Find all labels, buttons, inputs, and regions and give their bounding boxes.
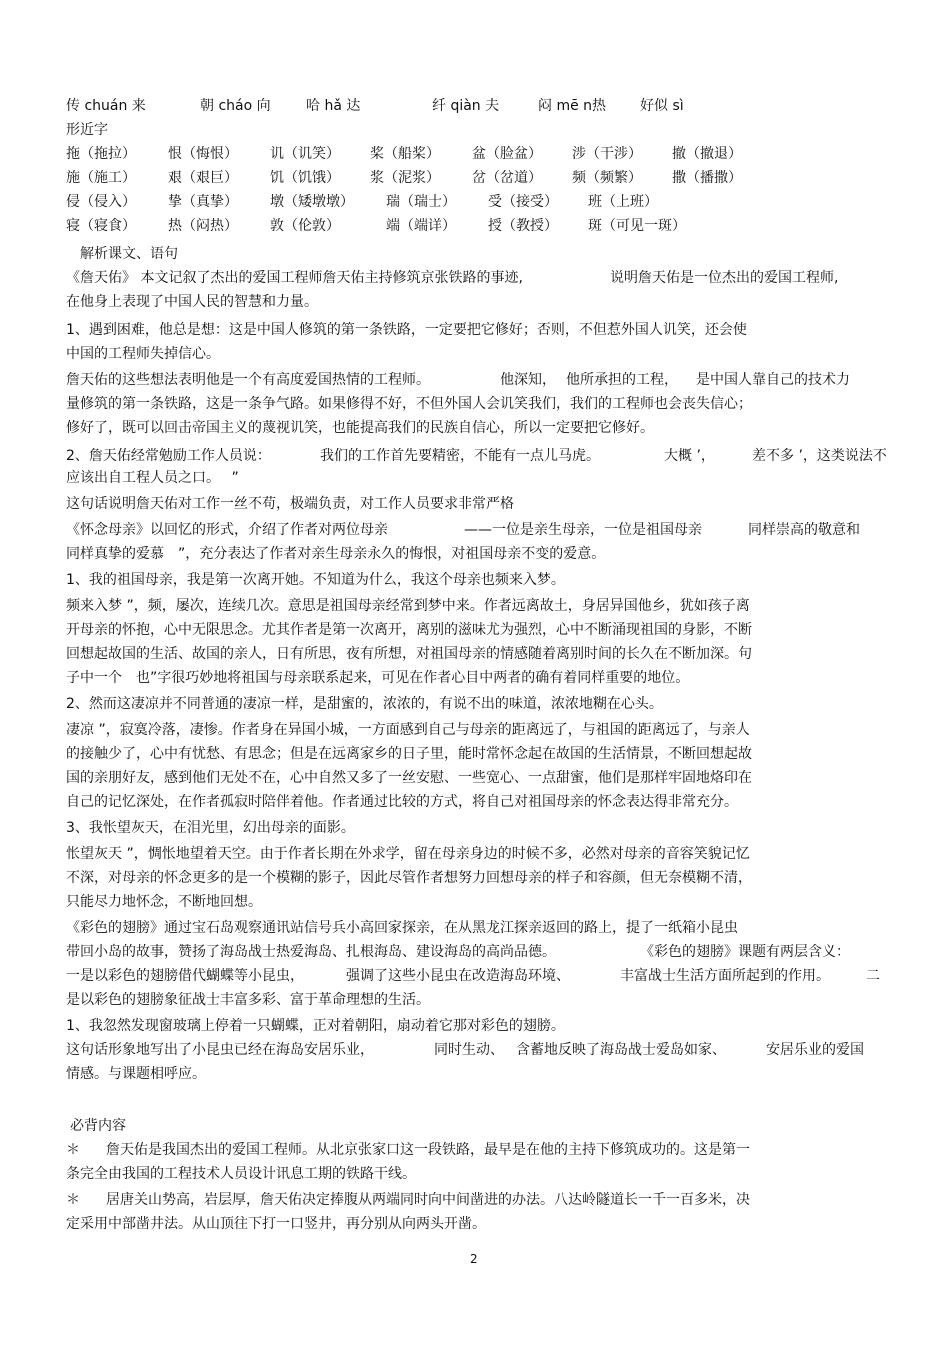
paragraph-text: 丰富战士生活方面所起到的作用。 (620, 968, 830, 984)
similar-char: 墩（矮墩墩） (270, 194, 354, 210)
similar-char: 班（上班） (588, 194, 658, 210)
paragraph-text: 詹天佑是我国杰出的爱国工程师。从北京张家口这一段铁路，最早是在他的主持下修筑成功的。这是第一 (106, 1142, 750, 1158)
pinyin-item: 传 chuán 来 (66, 98, 146, 114)
section-title: 解析课文、语句 (80, 246, 178, 262)
paragraph-text: 情感。与课题相呼应。 (66, 1066, 206, 1082)
paragraph-text: 一是以彩色的翅膀借代蝴蝶等小昆虫， (66, 968, 304, 984)
paragraph-text: 是以彩色的翅膀象征战士丰富多彩、富于革命理想的生活。 (66, 992, 430, 1008)
paragraph-text: 1、遇到困难，他总是想：这是中国人修筑的第一条铁路，一定要把它修好；否则，不但惹外国人讥笑，还会使 (66, 322, 747, 338)
paragraph-text: 带回小岛的故事，赞扬了海岛战士热爱海岛、扎根海岛、建设海岛的高尚品德。 (66, 944, 556, 960)
similar-char: 盆（脸盆） (472, 146, 542, 162)
paragraph-text: 子中一个 也”字很巧妙地将祖国与母亲联系起来，可见在作者心目中两者的确有着同样重要的地位。 (66, 670, 690, 686)
bullet-marker: ＊ (66, 1142, 80, 1158)
similar-char: 受（接受） (488, 194, 558, 210)
paragraph-text: ——一位是亲生母亲，一位是祖国母亲 (464, 522, 702, 538)
similar-char: 拖（拖拉） (66, 146, 136, 162)
pinyin-item: 纤 qiàn 夫 (432, 98, 500, 114)
paragraph-text: 频来入梦 ”，频，屡次，连续几次。意思是祖国母亲经常到梦中来。作者远离故土，身居异国他乡，犹如孩子离 (66, 598, 750, 614)
paragraph-text: 2、然而这凄凉并不同普通的凄凉一样，是甜蜜的，浓浓的，有说不出的味道，浓浓地糊在心头。 (66, 696, 663, 712)
paragraph-text: 怅望灰天 ”，惆怅地望着天空。由于作者长期在外求学，留在母亲身边的时候不多，必然对母亲的音容笑貌记忆 (66, 846, 750, 862)
similar-char: 侵（侵入） (66, 194, 136, 210)
paragraph-text: 同时生动、 (434, 1042, 504, 1058)
similar-char: 涉（干涉） (572, 146, 642, 162)
paragraph-text: 国的亲朋好友，感到他们无处不在，心中自然又多了一丝安慰、一些宽心、一点甜蜜，他们是那样牢固地烙印在 (66, 770, 752, 786)
similar-char: 热（闷热） (168, 218, 238, 234)
paragraph-text: 中国的工程师失掉信心。 (66, 346, 220, 362)
similar-char: 讥（讥笑） (270, 146, 340, 162)
pinyin-item: 朝 cháo 向 (200, 98, 271, 114)
paragraph-text: 二 (866, 968, 880, 984)
section-title: 形近字 (66, 122, 108, 138)
paragraph-text: 同样崇高的敬意和 (748, 522, 860, 538)
paragraph-text: 3、我怅望灰天，在泪光里，幻出母亲的面影。 (66, 820, 355, 836)
similar-char: 桨（船桨） (370, 146, 440, 162)
paragraph-text: 说明詹天佑是一位杰出的爱国工程师, (610, 270, 839, 286)
paragraph-text: 的接触少了，心中有忧愁、有思念；但是在远离家乡的日子里，能时常怀念起在故国的生活情景，不断回想起故 (66, 746, 752, 762)
paragraph-text: 这句话形象地写出了小昆虫已经在海岛安居乐业， (66, 1042, 374, 1058)
similar-char: 恨（悔恨） (168, 146, 238, 162)
similar-char: 挚（真挚） (168, 194, 238, 210)
paragraph-text: 是中国人靠自己的技术力 (696, 372, 850, 388)
paragraph-text: 2、詹天佑经常勉励工作人员说： (66, 448, 271, 464)
paragraph-text: 詹天佑的这些想法表明他是一个有高度爱国热情的工程师。 (66, 372, 430, 388)
paragraph-text: 《彩色的翅膀》通过宝石岛观察通讯站信号兵小高回家探亲，在从黑龙江探亲返回的路上，提了一纸箱小昆虫 (66, 920, 738, 936)
paragraph-text: 条完全由我国的工程技术人员设计讯息工期的铁路干线。 (66, 1166, 416, 1182)
paragraph-text: 只能尽力地怀念，不断地回想。 (66, 894, 262, 910)
paragraph-text: 应该出自工程人员之口。 ” (66, 470, 239, 486)
paragraph-text: 我们的工作首先要精密，不能有一点儿马虎。 (320, 448, 600, 464)
paragraph-text: 凄凉 ”，寂寞冷落，凄惨。作者身在异国小城，一方面感到自己与母亲的距离远了，与祖国的距离远了，与亲人 (66, 722, 750, 738)
paragraph-text: 强调了这些小昆虫在改造海岛环境、 (346, 968, 570, 984)
similar-char: 寝（寝食） (66, 218, 136, 234)
paragraph-text: 自己的记忆深处，在作者孤寂时陪伴着他。作者通过比较的方式，将自己对祖国母亲的怀念表达得非常充分。 (66, 794, 738, 810)
pinyin-item: 好似 sì (640, 98, 684, 114)
paragraph-text: 开母亲的怀抱，心中无限思念。尤其作者是第一次离开，离别的滋味尤为强烈，心中不断涌现祖国的身影，不断 (66, 622, 752, 638)
section-title: 必背内容 (70, 1118, 126, 1134)
paragraph-text: 他所承担的工程， (566, 372, 678, 388)
similar-char: 授（教授） (488, 218, 558, 234)
paragraph-text: 1、我的祖国母亲，我是第一次离开她。不知道为什么，我这个母亲也频来入梦。 (66, 572, 565, 588)
paragraph-text: 他深知， (500, 372, 556, 388)
paragraph-text: 回想起故国的生活、故国的亲人，日有所思，夜有所想，对祖国母亲的情感随着离别时间的长久在不断加深。句 (66, 646, 752, 662)
paragraph-text: 1、我忽然发现窗玻璃上停着一只蝴蝶，正对着朝阳，扇动着它那对彩色的翅膀。 (66, 1018, 565, 1034)
paragraph-text: 定采用中部凿井法。从山顶往下打一口竖井，再分别从向两头开凿。 (66, 1216, 486, 1232)
paragraph-text: 量修筑的第一条铁路，这是一条争气路。如果修得不好，不但外国人会讥笑我们，我们的工程师也会丧失信心； (66, 396, 752, 412)
paragraph-text: 《怀念母亲》以回忆的形式，介绍了作者对两位母亲 (66, 522, 388, 538)
paragraph-text: 大概 ’， (664, 448, 715, 464)
similar-char: 岔（岔道） (472, 170, 542, 186)
paragraph-text: 含蓄地反映了海岛战士爱岛如家、 (516, 1042, 726, 1058)
pinyin-item: 闷 mē n热 (538, 98, 607, 114)
similar-char: 撤（撤退） (672, 146, 742, 162)
similar-char: 端（端详） (386, 218, 456, 234)
paragraph-text: 在他身上表现了中国人民的智慧和力量。 (66, 294, 318, 310)
similar-char: 斑（可见一斑） (588, 218, 686, 234)
paragraph-text: 居唐关山势高，岩层厚，詹天佑决定捧腹从两端同时向中间凿进的办法。八达岭隧道长一千一百多米，决 (106, 1192, 750, 1208)
pinyin-item: 哈 hǎ 达 (306, 98, 361, 114)
paragraph-text: 这句话说明詹天佑对工作一丝不苟，极端负责，对工作人员要求非常严格 (66, 496, 514, 512)
similar-char: 频（频繁） (572, 170, 642, 186)
similar-char: 浆（泥浆） (370, 170, 440, 186)
paragraph-text: 安居乐业的爱国 (766, 1042, 864, 1058)
similar-char: 瑞（瑞士） (386, 194, 456, 210)
similar-char: 撒（播撒） (672, 170, 742, 186)
paragraph-text: 同样真挚的爱慕 ”，充分表达了作者对亲生母亲永久的悔恨，对祖国母亲不变的爱意。 (66, 546, 606, 562)
similar-char: 施（施工） (66, 170, 136, 186)
paragraph-text: 差不多 ’，这类说法不 (752, 448, 887, 464)
similar-char: 艰（艰巨） (168, 170, 238, 186)
similar-char: 饥（饥饿） (270, 170, 340, 186)
paragraph-text: 修好了，既可以回击帝国主义的蔑视讥笑，也能提高我们的民族自信心，所以一定要把它修好。 (66, 420, 654, 436)
paragraph-text: 不深，对母亲的怀念更多的是一个模糊的影子，因此尽管作者想努力回想母亲的样子和容颜，但无奈模糊不清， (66, 870, 752, 886)
bullet-marker: ＊ (66, 1192, 80, 1208)
page-number: 2 (470, 1252, 478, 1266)
similar-char: 敦（伦敦） (270, 218, 340, 234)
paragraph-text: 《彩色的翅膀》课题有两层含义： (640, 944, 850, 960)
paragraph-text: 《詹天佑》 本文记叙了杰出的爱国工程师詹天佑主持修筑京张铁路的事迹, (66, 270, 523, 286)
